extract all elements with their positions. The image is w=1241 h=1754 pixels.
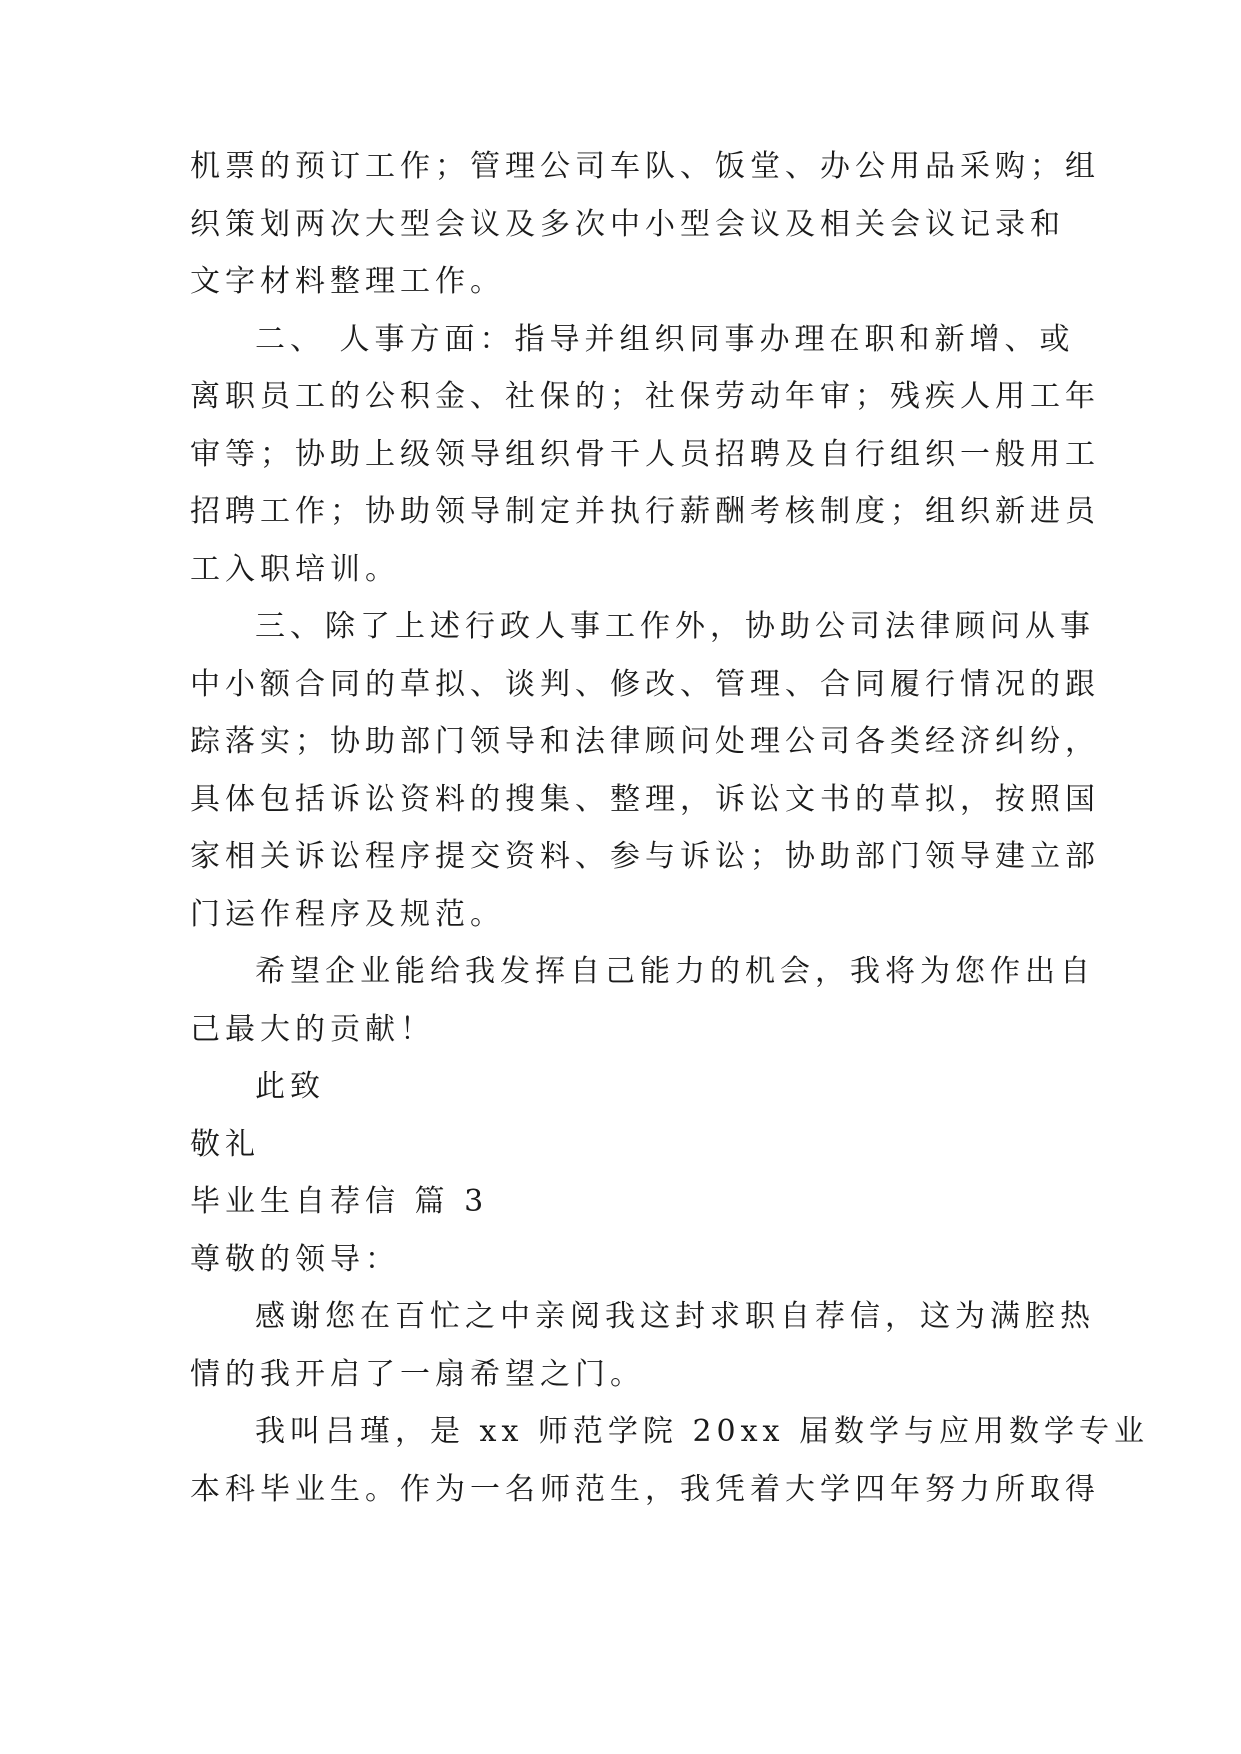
text-line: 二、 人事方面：指导并组织同事办理在职和新增、或 — [255, 322, 1075, 357]
text-line: 感谢您在百忙之中亲阅我这封求职自荐信，这为满腔热 — [255, 1299, 1095, 1334]
text-line: 希望企业能给我发挥自己能力的机会，我将为您作出自 — [255, 954, 1095, 989]
text-line: 三、除了上述行政人事工作外，协助公司法律顾问从事 — [255, 609, 1095, 644]
closing-salutation: 此致 — [255, 1069, 325, 1104]
text-line: 己最大的贡献！ — [190, 1012, 435, 1047]
text-line: 工入职培训。 — [190, 552, 400, 587]
section-heading: 毕业生自荐信 篇 3 — [190, 1184, 489, 1219]
greeting: 尊敬的领导： — [190, 1242, 400, 1277]
text-line: 门运作程序及规范。 — [190, 897, 505, 932]
text-line: 中小额合同的草拟、谈判、修改、管理、合同履行情况的跟 — [190, 667, 1100, 702]
text-line: 本科毕业生。作为一名师范生，我凭着大学四年努力所取得 — [190, 1472, 1100, 1507]
text-line: 家相关诉讼程序提交资料、参与诉讼；协助部门领导建立部 — [190, 839, 1100, 874]
closing-regards: 敬礼 — [190, 1127, 260, 1162]
text-line: 机票的预订工作；管理公司车队、饭堂、办公用品采购；组 — [190, 149, 1100, 184]
text-line: 具体包括诉讼资料的搜集、整理，诉讼文书的草拟，按照国 — [190, 782, 1100, 817]
text-line: 文字材料整理工作。 — [190, 264, 505, 299]
text-line: 踪落实；协助部门领导和法律顾问处理公司各类经济纠纷， — [190, 724, 1100, 759]
text-line: 招聘工作；协助领导制定并执行薪酬考核制度；组织新进员 — [190, 494, 1100, 529]
text-line: 情的我开启了一扇希望之门。 — [190, 1357, 645, 1392]
text-line: 审等；协助上级领导组织骨干人员招聘及自行组织一般用工 — [190, 437, 1100, 472]
text-line: 我叫吕瑾，是 xx 师范学院 20xx 届数学与应用数学专业 — [255, 1414, 1149, 1449]
text-line: 离职员工的公积金、社保的；社保劳动年审；残疾人用工年 — [190, 379, 1100, 414]
text-line: 织策划两次大型会议及多次中小型会议及相关会议记录和 — [190, 207, 1065, 242]
